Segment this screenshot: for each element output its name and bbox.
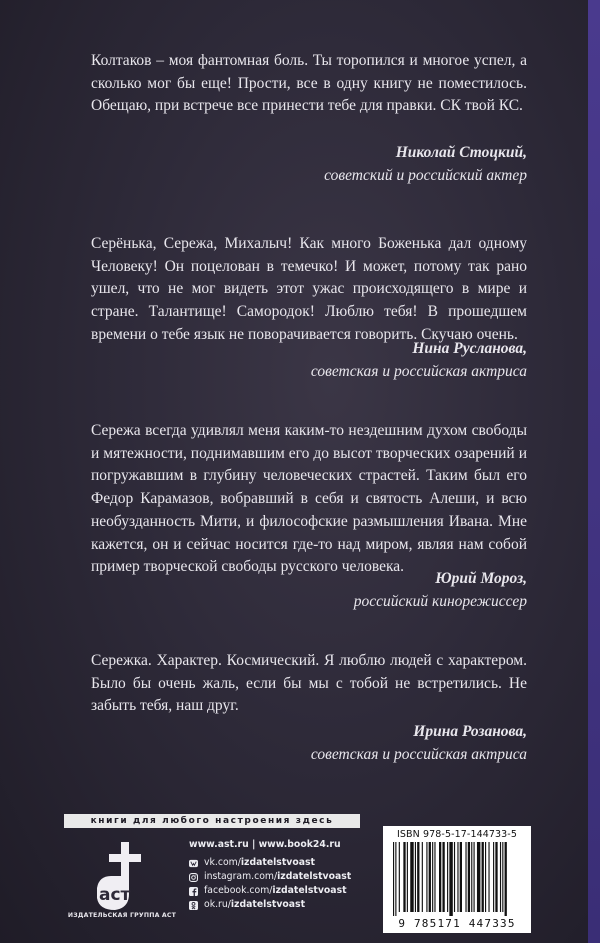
barcode-bar xyxy=(442,842,444,912)
isbn-barcode-box xyxy=(383,826,531,933)
barcode-bar xyxy=(468,842,470,912)
publisher-links xyxy=(189,838,369,912)
barcode-bar xyxy=(429,842,431,912)
social-prefix: ok.ru/ xyxy=(204,899,231,910)
barcode-bar xyxy=(493,842,494,912)
quote-block-3 xyxy=(91,420,527,579)
barcode-bar xyxy=(417,842,419,912)
barcode-bar xyxy=(505,842,507,916)
barcode-bar xyxy=(393,842,394,916)
barcode-bar xyxy=(488,842,489,912)
social-link-vk[interactable] xyxy=(189,856,369,870)
barcode-bar xyxy=(403,842,405,912)
barcode-bar xyxy=(449,842,452,916)
barcode-icon xyxy=(391,842,523,916)
barcode-bar xyxy=(439,842,441,912)
barcode-bar xyxy=(457,842,458,912)
social-handle: izdatelstvoast xyxy=(230,899,306,910)
quote-text: Колтаков – моя фантомная боль. Ты торопился и многое успел, а сколько мог бы еще! Прости, все в одну книгу не поместилось. Обещаю, при встрече все принести тебе для правки. СК твой КС. xyxy=(91,52,527,115)
author-name: Юрий Мороз, xyxy=(435,570,527,587)
social-link-odnoklassniki[interactable] xyxy=(189,898,369,912)
quote-signature-3 xyxy=(354,567,527,613)
author-name: Николай Стоцкий, xyxy=(395,144,527,161)
spine-edge xyxy=(588,0,600,943)
site-link-ast[interactable]: www.ast.ru xyxy=(189,839,249,850)
author-role: советский и российский актер xyxy=(324,167,527,184)
quote-block-2 xyxy=(91,233,527,347)
author-role: советская и российская актриса xyxy=(310,746,527,763)
author-role: российский кинорежиссер xyxy=(353,593,527,610)
social-handle: izdatelstvoast xyxy=(240,857,315,868)
barcode-bar xyxy=(465,842,466,912)
social-prefix: vk.com/ xyxy=(204,857,241,868)
quote-block-4 xyxy=(91,650,527,718)
social-prefix: facebook.com/ xyxy=(204,885,273,896)
sites-separator: | xyxy=(248,839,259,850)
isbn-number: ISBN 978-5-17-144733-5 xyxy=(397,829,517,840)
social-handle: izdatelstvoast xyxy=(277,871,352,882)
barcode-bar xyxy=(500,842,501,912)
barcode-bar xyxy=(477,842,480,912)
social-prefix: instagram.com/ xyxy=(204,871,278,882)
social-link-instagram[interactable] xyxy=(189,870,369,884)
instagram-icon xyxy=(189,873,198,882)
barcode-bar xyxy=(395,842,396,916)
quote-signature-4 xyxy=(311,720,527,766)
barcode-bar xyxy=(399,842,400,912)
barcode-bar xyxy=(485,842,486,912)
barcode-bar xyxy=(422,842,423,912)
quote-signature-1 xyxy=(324,141,527,187)
quote-text: Сережа всегда удивлял меня каким-то нездешним духом свободы и мятежности, поднимавшим его до высот творческих озарений и погружавшим в глубину человеческих страстей. Таким был его Федор Карамазов, вобравший в себя и святость Алеши, и всю необузданность Мити, и философские размышления Ивана. Мне кажется, он и сейчас носится где-то над миром, являя нам собой пример творческой свободы русского человека. xyxy=(91,422,527,576)
barcode-bar xyxy=(434,842,435,912)
barcode-digits: 9 785171 447335 xyxy=(398,917,516,930)
author-name: Ирина Розанова, xyxy=(413,723,527,740)
publisher-caption: ИЗДАТЕЛЬСКАЯ ГРУППА АСТ xyxy=(67,912,177,919)
promo-banner: книги для любого настроения здесь xyxy=(64,814,360,828)
barcode-bar xyxy=(454,842,455,912)
barcode-bar xyxy=(415,842,416,912)
barcode-bar xyxy=(447,842,448,912)
barcode-bar xyxy=(474,842,475,912)
author-name: Нина Русланова, xyxy=(412,340,527,357)
barcode-bar xyxy=(482,842,484,912)
odnoklassniki-icon xyxy=(189,901,198,910)
barcode-bar xyxy=(410,842,413,912)
barcode-bar xyxy=(432,842,433,912)
barcode-bar xyxy=(495,842,497,912)
vk-icon xyxy=(189,859,198,868)
barcode-bar xyxy=(426,842,427,912)
quote-block-1 xyxy=(91,50,527,118)
social-link-facebook[interactable] xyxy=(189,884,369,898)
quote-text: Серёнька, Сережа, Михалыч! Как много Боженька дал одному Человеку! Он поцелован в темечко! И может, потому так рано ушел, что не мог видеть этот ужас происходящего в мире и стране. Талантище! Самородок! Люблю тебя! В прошедшем времени о тебе язык не поворачивается говорить. Скучаю очень. xyxy=(91,235,527,343)
barcode-bar xyxy=(471,842,472,912)
logo-text: аст xyxy=(99,885,131,905)
ast-logo xyxy=(85,838,159,918)
author-role: советская и российская актриса xyxy=(310,363,527,380)
barcode-bar xyxy=(460,842,462,912)
social-handle: izdatelstvoast xyxy=(272,885,347,896)
facebook-icon xyxy=(189,887,198,896)
barcode-bar xyxy=(502,842,503,912)
quote-text: Сережка. Характер. Космический. Я люблю людей с характером. Было бы очень жаль, если бы мы с тобой не встретились. Не забыть тебя, наш друг. xyxy=(91,652,527,715)
site-link-book24[interactable]: www.book24.ru xyxy=(258,839,341,850)
websites xyxy=(189,838,369,852)
quote-signature-2 xyxy=(311,337,527,383)
barcode-bar xyxy=(407,842,408,912)
